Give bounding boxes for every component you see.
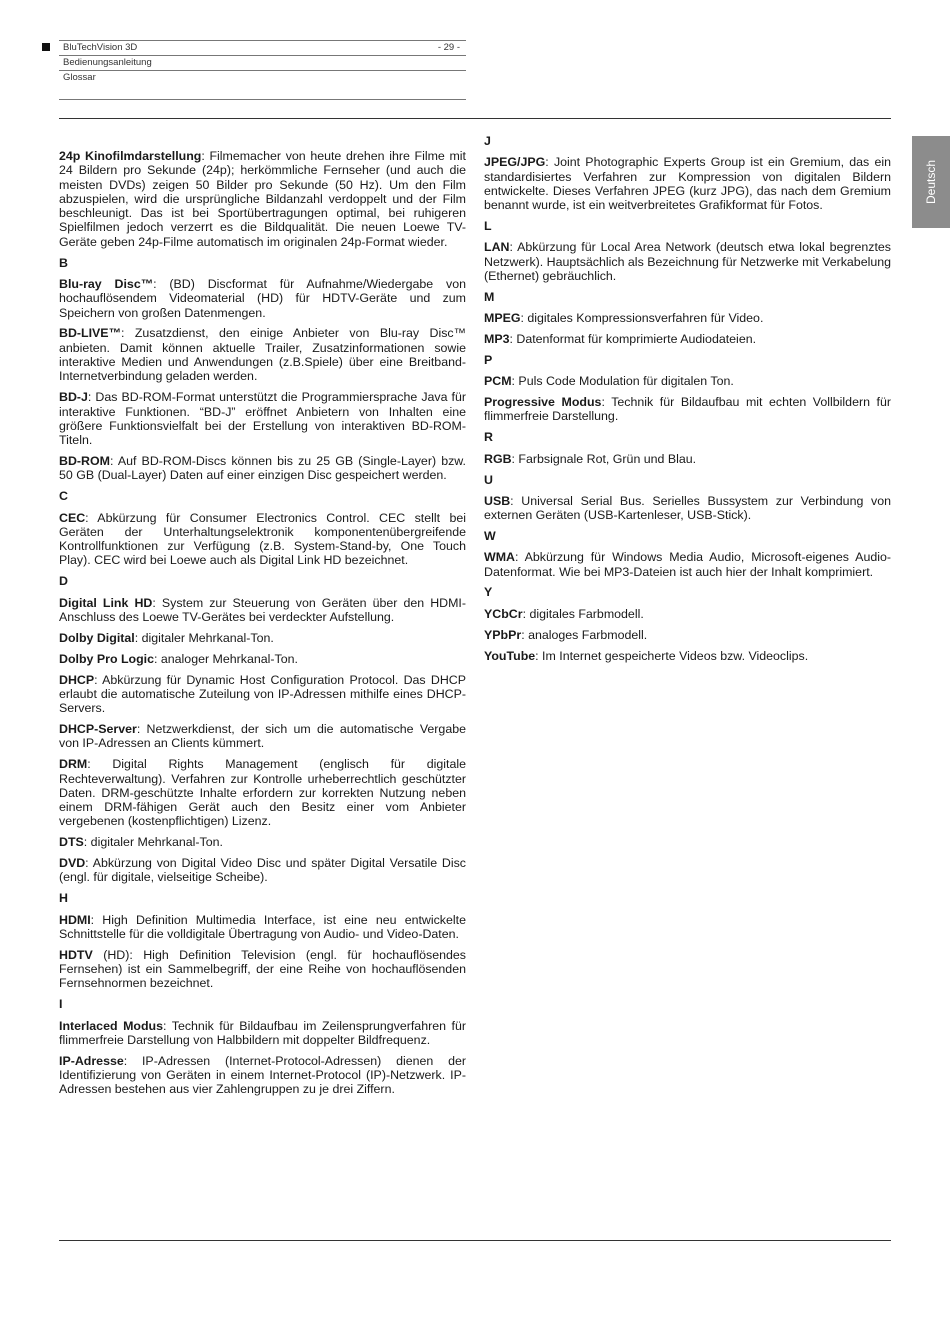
page-header (59, 40, 466, 85)
glossary-entry (484, 452, 891, 466)
section-letter: Y (484, 585, 493, 600)
glossary-term: WMA (484, 550, 515, 565)
language-tab (912, 136, 950, 228)
section-letter: U (484, 472, 493, 487)
glossary-term: DHCP (59, 672, 95, 687)
glossary-left-column (59, 149, 466, 1103)
glossary-definition: : Farbsignale Rot, Grün und Blau. (511, 451, 697, 466)
glossary-definition: : digitaler Mehrkanal-Ton. (134, 630, 274, 645)
section-letter: P (484, 352, 493, 367)
glossary-definition: : Abkürzung von Digital Video Disc und später Digital Versatile Disc (engl. für digitale, vielseitige Scheibe). (59, 856, 466, 885)
glossary-entry (484, 311, 891, 325)
glossary-definition: : digitales Farbmodell. (522, 606, 644, 621)
language-tab-label: Deutsch (924, 159, 938, 205)
glossary-entry (59, 149, 466, 249)
glossary-entry (59, 722, 466, 751)
glossary-term: RGB (484, 451, 512, 466)
glossary-definition: : analoger Mehrkanal-Ton. (154, 651, 298, 666)
glossary-entry (484, 240, 891, 283)
glossary-definition: : Netzwerkdienst, der sich um die automatische Vergabe von IP-Adressen an Clients kümmert. (59, 722, 466, 751)
glossary-entry (59, 390, 466, 447)
glossary-term: DTS (59, 835, 84, 850)
glossary-entry (59, 511, 466, 568)
glossary-term: BD-ROM (59, 454, 110, 469)
glossary-definition: : Filmemacher von heute drehen ihre Filme mit 24 Bildern pro Sekunde (24p); herkömmliche Fernseher (und auch die meisten DVDs) zeigen 50 Bilder pro Sekunde (50 Hz). Um den Film abzuspielen, wird die ursprüngliche Bildanzahl verdoppelt und der Film beschleunigt. Das ist bei Sportübertragungen optimal, bei ruhigeren Spielfilmen jedoch verzerrt es die Bildqualität. Die neuen Loewe TV-Geräte geben 24p-Filme automatisch im originalen 24p-Format wieder. (59, 149, 466, 249)
glossary-term: PCM (484, 374, 512, 389)
section-letter: B (59, 255, 68, 270)
glossary-entry (59, 326, 466, 383)
glossary-entry (59, 757, 466, 828)
top-rule (59, 118, 891, 119)
glossary-entry (484, 550, 891, 579)
glossary-term: YouTube (484, 648, 536, 663)
glossary-term: Progressive Modus (484, 395, 602, 410)
glossary-term: LAN (484, 240, 510, 255)
page-number: - 29 - (437, 42, 460, 53)
glossary-term: Dolby Digital (59, 630, 135, 645)
glossary-definition: : Technik für Bildaufbau im Zeilensprungverfahren für flimmerfreie Darstellung von Halbbildern mit doppelter Bildfrequenz. (59, 1018, 466, 1047)
glossary-entry (484, 332, 891, 346)
glossary-term: Blu-ray Disc™ (59, 276, 154, 291)
glossary-term: IP-Adresse (59, 1053, 124, 1068)
glossary-entry (59, 913, 466, 942)
section-letter: H (59, 891, 68, 906)
section-letter: J (484, 134, 491, 148)
glossary-definition: : Technik für Bildaufbau mit echten Vollbildern für flimmerfreie Darstellung. (484, 395, 891, 424)
glossary-entry (484, 628, 891, 642)
glossary-entry (484, 494, 891, 523)
glossary-entry (59, 856, 466, 885)
glossary-definition: : Joint Photographic Experts Group ist ein Gremium, das ein standardisiertes Verfahren zur Kompression von digitalen Bildern entwickelte. Dieses Verfahren JPEG (kurz JPG), das nach dem Gremium benannt wurde, ist ein weitverbreitetes Grafikformat für Fotos. (484, 155, 891, 213)
glossary-right-column (484, 134, 891, 669)
glossary-definition: (HD): High Definition Television (engl. für hochauflösendes Fernsehen) ist ein Sammelbegriff, der eine Reihe von hochauflösenden Fernsehnormen bezeichnet. (59, 947, 466, 991)
header-product-row (59, 40, 466, 55)
section-letter: C (59, 489, 68, 504)
section-letter: D (59, 574, 68, 589)
glossary-entry (59, 1019, 466, 1048)
header-section: Glossar (63, 72, 96, 83)
header-divider (59, 99, 466, 100)
glossary-definition: : System zur Steuerung von Geräten über den HDMI-Anschluss des Loewe TV-Gerätes bei verdeckter Aufstellung. (59, 595, 466, 624)
header-section-row (59, 70, 466, 85)
glossary-definition: : Datenformat für komprimierte Audiodateien. (509, 332, 757, 347)
glossary-definition: : analoges Farbmodell. (521, 627, 648, 642)
glossary-term: YPbPr (484, 627, 522, 642)
section-letter: M (484, 289, 495, 304)
header-doc-type-row (59, 55, 466, 70)
glossary-term: USB (484, 493, 511, 508)
section-letter: L (484, 219, 492, 234)
header-marker (42, 43, 50, 51)
glossary-entry (59, 454, 466, 483)
glossary-term: BD-LIVE™ (59, 326, 121, 341)
glossary-definition: : Puls Code Modulation für digitalen Ton. (511, 374, 734, 389)
section-letter: W (484, 528, 496, 543)
glossary-term: YCbCr (484, 606, 523, 621)
glossary-definition: : (BD) Discformat für Aufnahme/Wiedergabe von hochauflösendem Videomaterial (HD) für HDTV-Geräte und zum Speichern von großen Datenmengen. (59, 276, 466, 320)
glossary-entry (59, 277, 466, 320)
glossary-term: HDMI (59, 912, 91, 927)
glossary-entry (59, 673, 466, 716)
glossary-definition: : High Definition Multimedia Interface, ist eine neu entwickelte Schnittstelle für die volldigitale Übertragung von Audio- und Video-Daten. (59, 912, 466, 941)
glossary-entry (59, 652, 466, 666)
glossary-term: MP3 (484, 332, 510, 347)
glossary-entry (484, 649, 891, 663)
glossary-definition: : digitaler Mehrkanal-Ton. (83, 835, 223, 850)
glossary-term: DVD (59, 856, 86, 871)
bottom-rule (59, 1240, 891, 1241)
glossary-definition: : IP-Adressen (Internet-Protocol-Adressen) dienen der Identifizierung von Geräten in einem Internet-Protocol (IP)-Netzwerk. IP-Adressen bestehen aus vier Zahlengruppen zu je drei Ziffern. (59, 1053, 466, 1097)
glossary-definition: : Abkürzung für Dynamic Host Configuration Protocol. Das DHCP erlaubt die automatische Zuteilung von IP-Adressen mithilfe eines DHCP-Servers. (59, 672, 466, 716)
glossary-entry (484, 395, 891, 424)
glossary-entry (59, 948, 466, 991)
glossary-entry (59, 835, 466, 849)
glossary-term: Dolby Pro Logic (59, 651, 154, 666)
glossary-term: Digital Link HD (59, 595, 153, 610)
header-doc-type: Bedienungsanleitung (63, 57, 152, 68)
glossary-definition: : Auf BD-ROM-Discs können bis zu 25 GB (Single-Layer) bzw. 50 GB (Dual-Layer) Daten auf einer einzigen Disc gespeichert werden. (59, 454, 466, 483)
glossary-term: DHCP-Server (59, 722, 137, 737)
glossary-entry (484, 155, 891, 212)
glossary-term: Interlaced Modus (59, 1018, 163, 1033)
glossary-definition: : Abkürzung für Windows Media Audio, Microsoft-eigenes Audio-Datenformat. Wie bei MP3-Dateien ist auch hier der Inhalt komprimiert. (484, 550, 891, 579)
glossary-term: 24p Kinofilmdarstellung (59, 149, 202, 163)
glossary-term: CEC (59, 510, 86, 525)
header-product: BluTechVision 3D (63, 42, 138, 53)
glossary-term: DRM (59, 757, 88, 772)
glossary-definition: : Universal Serial Bus. Serielles Bussystem zur Verbindung von externen Geräten (USB-Kartenleser, USB-Stick). (484, 493, 891, 523)
glossary-entry (59, 1054, 466, 1097)
glossary-term: MPEG (484, 311, 521, 326)
glossary-term: JPEG/JPG (484, 155, 546, 170)
glossary-entry (484, 374, 891, 388)
glossary-definition: : Das BD-ROM-Format unterstützt die Programmiersprache Java für interaktive Funktionen. “BD-J” eröffnet Anbietern von Inhalten eine größere Funktionsvielfalt bei der Erstellung von interaktiven BD-ROM-Titeln. (59, 390, 466, 448)
glossary-definition: : Digital Rights Management (englisch für digitale Rechteverwaltung). Verfahren zur Kontrolle urheberrechtlich geschützter Daten. DRM-geschützte Inhalte erfordern zur korrekten Nutzung neben einem DRM-fähigen Gerät auch den Besitz einer vom Anbieter vergebenen (kostenpflichtigen) Lizenz. (59, 757, 466, 829)
glossary-term: BD-J (59, 390, 88, 405)
section-letter: I (59, 997, 63, 1012)
glossary-definition: : Abkürzung für Consumer Electronics Control. CEC stellt bei Geräten der Unterhaltungselektronik komponentenübergreifende Kontrollfunktionen zur Verfügung (z.B. System-Stand-by, One Touch Play). CEC wird bei Loewe auch als Digital Link HD bezeichnet. (59, 510, 466, 568)
glossary-definition: : Zusatzdienst, den einige Anbieter von Blu-ray Disc™ anbieten. Damit können aktuelle Trailer, Zusatzinformationen sowie interaktive Medien und Anwendungen (z.B.Spiele) über eine Breitband-Internetverbindung geladen werden. (59, 326, 466, 384)
glossary-definition: : Abkürzung für Local Area Network (deutsch etwa lokal begrenztes Netzwerk). Hauptsächlich als Bezeichnung für Netzwerke mit Verkabelung (Ethernet) gebräuchlich. (484, 240, 892, 283)
glossary-entry (59, 631, 466, 645)
section-letter: R (484, 430, 493, 445)
glossary-definition: : Im Internet gespeicherte Videos bzw. Videoclips. (535, 648, 809, 663)
glossary-entry (484, 607, 891, 621)
glossary-term: HDTV (59, 947, 93, 962)
glossary-definition: : digitales Kompressionsverfahren für Video. (520, 311, 764, 326)
glossary-entry (59, 596, 466, 625)
